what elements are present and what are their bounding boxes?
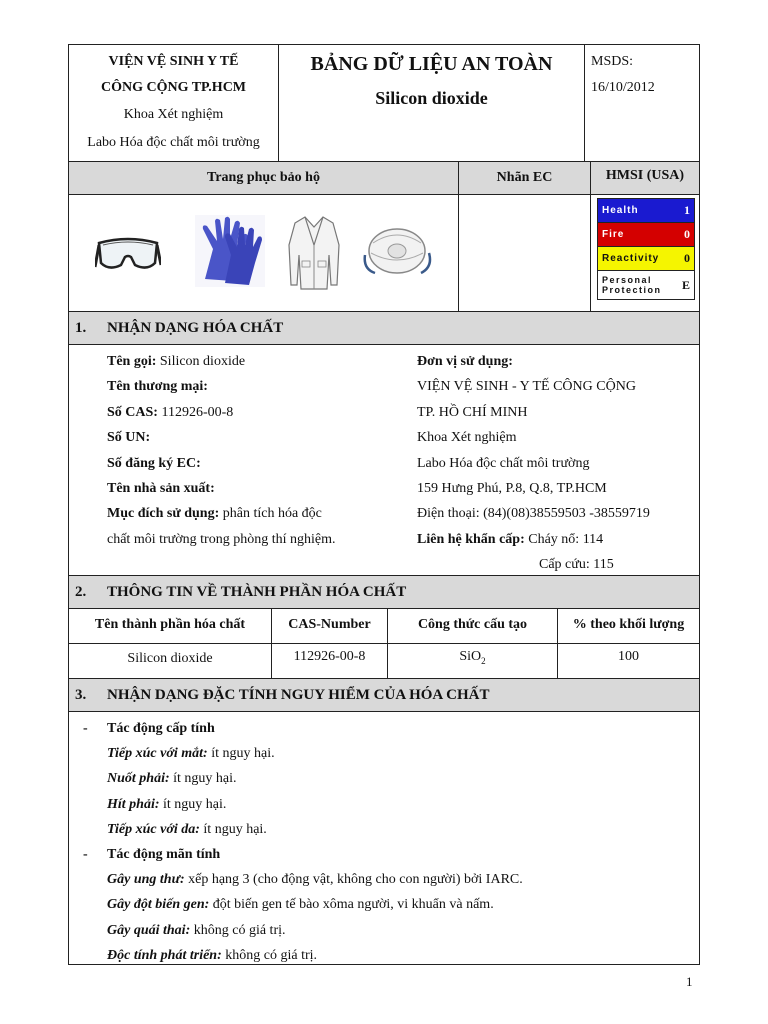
protection-header-row xyxy=(69,162,699,195)
hmis-reactivity-label: Reactivity xyxy=(602,253,660,264)
cas-value: 112926-00-8 xyxy=(161,404,234,420)
ppe-header: Trang phục bảo hộ xyxy=(69,162,459,194)
composition-table-header xyxy=(69,609,699,644)
section2-title: THÔNG TIN VỀ THÀNH PHẦN HÓA CHẤT xyxy=(107,584,407,600)
section1-number: 1. xyxy=(75,320,87,336)
org-line2: CÔNG CỘNG TP.HCM xyxy=(100,80,247,95)
msds-block xyxy=(585,45,699,161)
msds-sheet xyxy=(68,44,700,965)
section2-number: 2. xyxy=(75,584,87,600)
protection-row xyxy=(69,195,699,312)
col-percent: % theo khối lượng xyxy=(572,617,685,632)
acute-title: Tác động cấp tính xyxy=(107,721,215,736)
hmsi-cell xyxy=(591,195,699,311)
lab-coat-icon xyxy=(287,215,341,291)
hmis-label xyxy=(597,198,695,300)
phone: Điện thoại: (84)(08)38559503 -38559719 xyxy=(417,506,650,522)
hmis-fire xyxy=(598,223,694,247)
cell-name: Silicon dioxide xyxy=(69,644,272,678)
header-row xyxy=(69,45,699,162)
section3-body: - Tác động cấp tính Tiếp xúc với mắt: ít nguy hại. Nuốt phải: ít nguy hại. Hít phải: ít nguy hại. Tiếp xúc với da: ít nguy hại. - Tác động mãn tính Gây ung thư: xếp hạng 3 (cho động vật, không cho con người) bởi IARC. Gây đột biến gen: đột biến gen tế bào xôma người, vi khuẩn và nấm. Gây quái thai: không có giá trị. Độc tính phát triển: không có giá trị. xyxy=(83,721,523,963)
gloves-icon xyxy=(195,215,265,287)
hmis-fire-label: Fire xyxy=(602,229,625,240)
dust-mask-icon xyxy=(363,223,433,281)
table-row xyxy=(69,644,699,679)
col-formula: Công thức cấu tạo xyxy=(388,609,558,643)
section1-title: NHẬN DẠNG HÓA CHẤT xyxy=(107,320,284,336)
lab: Labo Hóa độc chất môi trường xyxy=(87,135,260,150)
doc-title: BẢNG DỮ LIỆU AN TOÀN xyxy=(310,53,553,75)
safety-goggles-icon xyxy=(95,229,161,281)
title-block xyxy=(279,45,585,161)
msds-date: 16/10/2012 xyxy=(591,80,655,95)
chemical-name: Silicon dioxide xyxy=(375,88,488,108)
ec-header: Nhãn EC xyxy=(459,162,591,194)
hmis-health-label: Health xyxy=(602,205,639,216)
identification-right: Đơn vị sử dụng: VIỆN VỆ SINH - Y TẾ CÔNG CỘNG TP. HỒ CHÍ MINH Khoa Xét nghiệm Labo Hóa độc chất môi trường 159 Hưng Phú, P.8, Q.8, TP.HCM Điện thoại: (84)(08)38559503 -38559719 Liên hệ khẩn cấp: Cháy nổ: 114 Cấp cứu: 115 xyxy=(409,345,699,575)
hmis-fire-value: 0 xyxy=(684,227,690,241)
section1-body xyxy=(69,345,699,576)
org-block xyxy=(69,45,279,161)
chemical-name-value: Silicon dioxide xyxy=(159,354,246,369)
section3-header xyxy=(69,679,699,712)
section1-header xyxy=(69,312,699,345)
cell-formula: SiO$_2$ xyxy=(388,644,558,678)
hmis-personal-protection xyxy=(598,271,694,299)
identification-left: Tên gọi: Silicon dioxide Tên thương mại: Số CAS: 112926-00-8 Số UN: Số đăng ký EC: Tên nhà sản xuất: Mục đích sử dụng: phân tích hóa độc chất môi trường trong phòng thí nghiệm. xyxy=(107,354,336,547)
section3-title: NHẬN DẠNG ĐẶC TÍNH NGUY HIỂM CỦA HÓA CHẤT xyxy=(107,687,490,703)
hmis-health-value: 1 xyxy=(684,203,690,217)
org-line1: VIỆN VỆ SINH Y TẾ xyxy=(108,54,239,69)
ppe-images xyxy=(69,195,459,311)
col-cas: CAS-Number xyxy=(272,609,388,643)
hmis-reactivity-value: 0 xyxy=(684,251,690,265)
cell-cas: 112926-00-8 xyxy=(272,644,388,678)
hmis-pp-label: Personal Protection xyxy=(602,275,662,295)
dept: Khoa Xét nghiệm xyxy=(123,107,224,122)
col-name: Tên thành phần hóa chất xyxy=(69,609,272,643)
hmsi-header: HMSI (USA) xyxy=(605,168,685,183)
hmis-pp-value: E xyxy=(681,277,690,292)
msds-label: MSDS: xyxy=(591,54,634,69)
hmis-health xyxy=(598,199,694,223)
hmis-reactivity xyxy=(598,247,694,271)
cell-percent: 100 xyxy=(618,649,639,664)
chronic-title: Tác động mãn tính xyxy=(107,847,221,863)
page-number: 1 xyxy=(686,974,693,989)
ec-label-cell xyxy=(459,195,591,311)
section3-number: 3. xyxy=(75,687,87,703)
section2-header xyxy=(69,576,699,609)
